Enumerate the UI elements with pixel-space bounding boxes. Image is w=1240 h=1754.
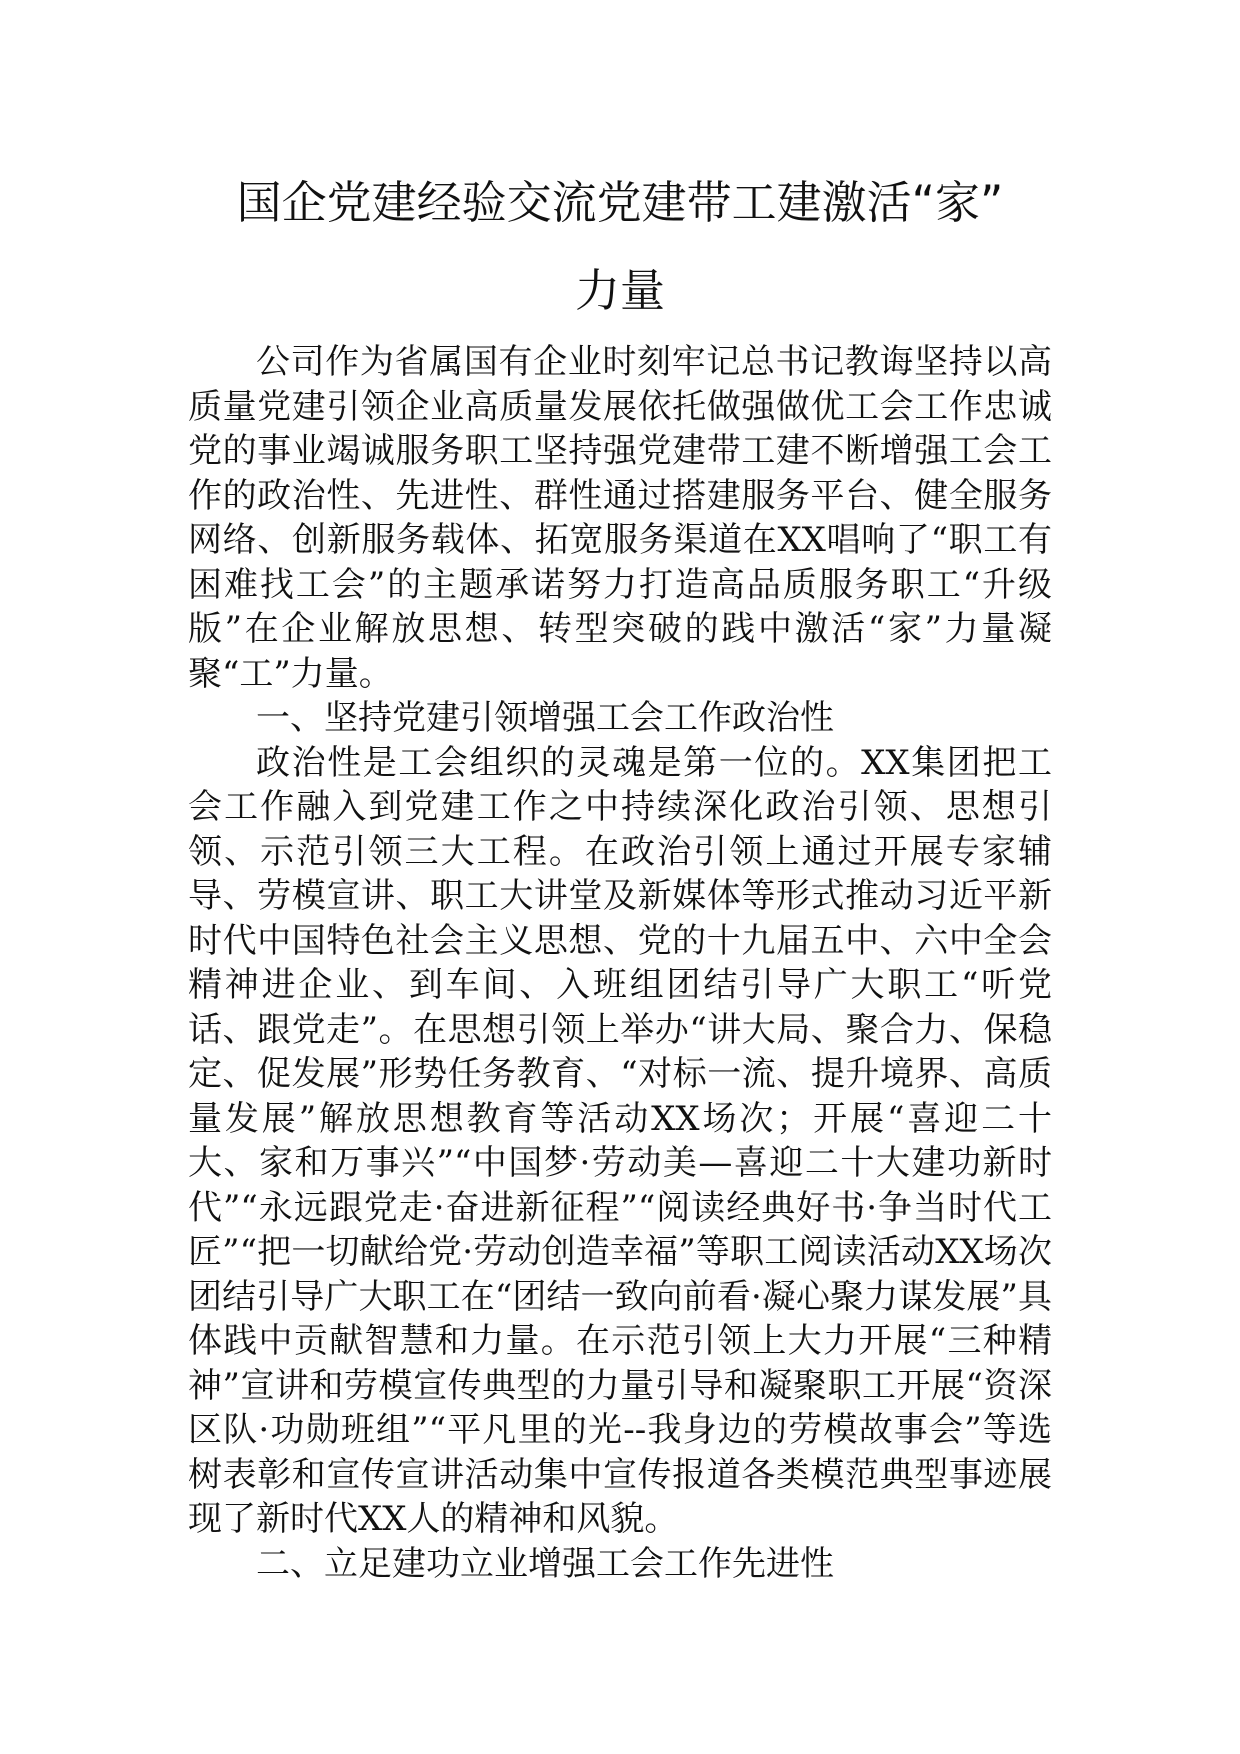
section-heading-1: 一、坚持党建引领增强工会工作政治性 bbox=[256, 698, 834, 738]
section-1-paragraph: 政治性是工会组织的灵魂是第一位的。XX集团把工会工作融入到党建工作之中持续深化政治引领、思想引领、示范引领三大工程。在政治引领上通过开展专家辅导、劳模宣讲、职工大讲堂及新媒体等形式推动习近平新时代中国特色社会主义思想、党的十九届五中、六中全会精神进企业、到车间、入班组团结引导广大职工“听党话、跟党走”。在思想引领上举办“讲大局、聚合力、保稳定、促发展”形势任务教育、“对标一流、提升境界、高质量发展”解放思想教育等活动XX场次；开展“喜迎二十大、家和万事兴”“中国梦·劳动美—喜迎二十大建功新时代”“永远跟党走·奋进新征程”“阅读经典好书·争当时代工匠”“把一切献给党·劳动创造幸福”等职工阅读活动XX场次团结引导广大职工在“团结一致向前看·凝心聚力谋发展”具体践中贡献智慧和力量。在示范引领上大力开展“三种精神”宣讲和劳模宣传典型的力量引导和凝聚职工开展“资深区队·功勋班组”“平凡里的光--我身边的劳模故事会”等选树表彰和宣传宣讲活动集中宣传报道各类模范典型事迹展现了新时代XX人的精神和风貌。 bbox=[188, 742, 1052, 1539]
document-body bbox=[188, 340, 1052, 1586]
document-title-line-2: 力量 bbox=[574, 264, 665, 317]
intro-paragraph: 公司作为省属国有企业时刻牢记总书记教诲坚持以高质量党建引领企业高质量发展依托做强做优工会工作忠诚党的事业竭诚服务职工坚持强党建带工建不断增强工会工作的政治性、先进性、群性通过搭建服务平台、健全服务网络、创新服务载体、拓宽服务渠道在XX唱响了“职工有困难找工会”的主题承诺努力打造高品质服务职工“升级版”在企业解放思想、转型突破的践中激活“家”力量凝聚“工”力量。 bbox=[188, 342, 1052, 694]
section-heading-2: 二、立足建功立业增强工会工作先进性 bbox=[256, 1543, 834, 1584]
document-title-line-1: 国企党建经验交流党建带工建激活“家” bbox=[236, 176, 1004, 229]
